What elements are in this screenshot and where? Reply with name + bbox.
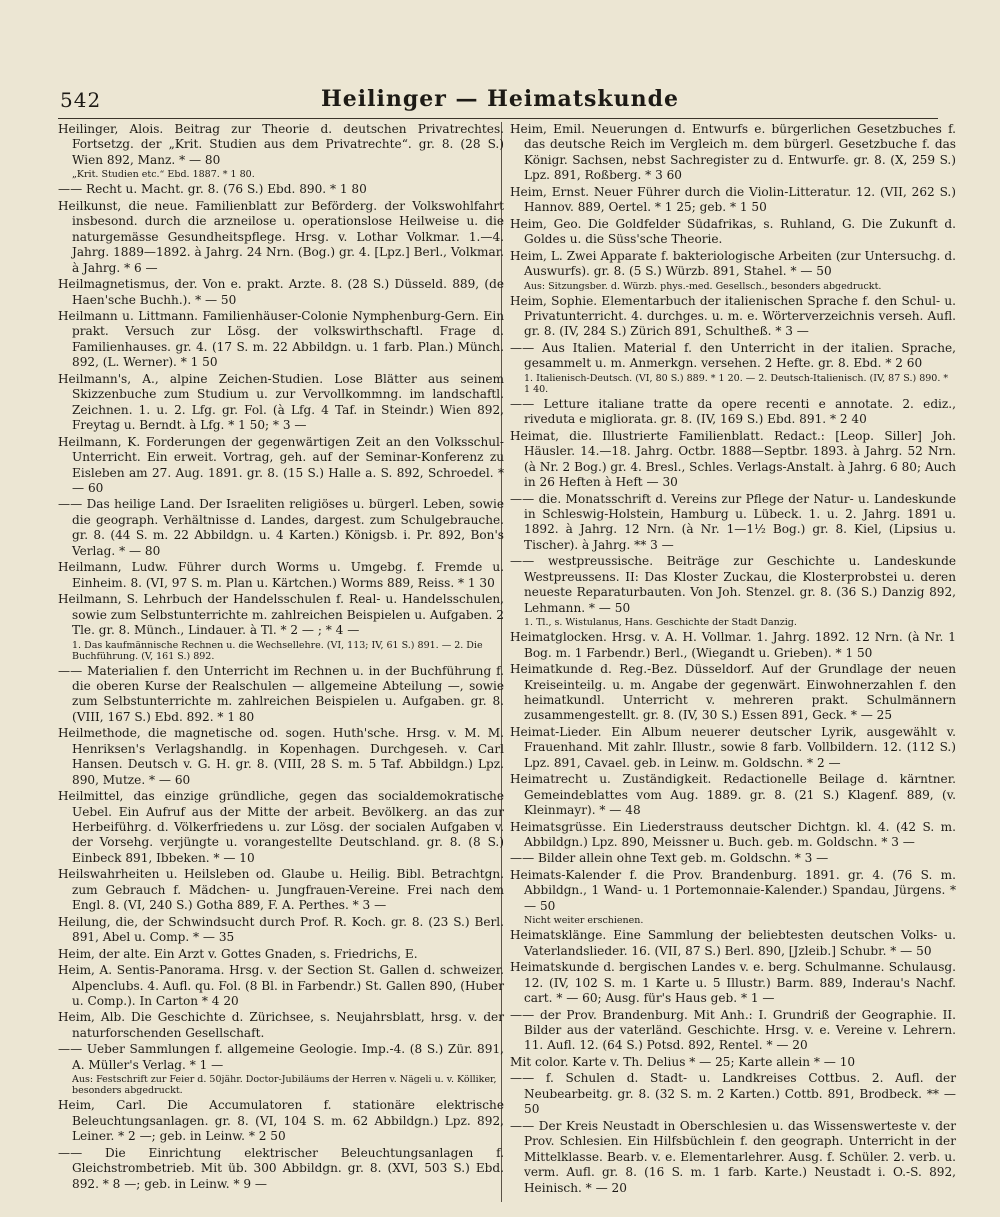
- catalog-entry: Heim, Geo. Die Goldfelder Südafrikas, s. Ruhland, G. Die Zukunft d. Goldes u. die Süss'sche Theorie.: [510, 216, 956, 247]
- page-number: 542: [60, 88, 102, 112]
- catalog-entry: —— der Prov. Brandenburg. Mit Anh.: I. Grundriß der Geographie. II. Bilder aus der vaterländ. Geschichte. Hrsg. v. e. Vereine v. Lehrern. 11. Aufl. 12. (64 S.) Potsd. 892, Rentel. * — 20: [510, 1007, 956, 1053]
- catalog-entry: Heilmann's, A., alpine Zeichen-Studien. Lose Blätter aus seinem Skizzenbuche zum Studium u. zur Vervollkommng. im landschaftl. Zeichnen. 1. u. 2. Lfg. gr. Fol. (à Lfg. 4 Taf. in Steindr.) Wien 892, Freytag u. Berndt. à Lfg. * 1 50; * 3 —: [58, 371, 504, 433]
- catalog-entry: Heim, Ernst. Neuer Führer durch die Violin-Litteratur. 12. (VII, 262 S.) Hannov. 889, Oertel. * 1 25; geb. * 1 50: [510, 184, 956, 215]
- catalog-entry: Heilmann u. Littmann. Familienhäuser-Colonie Nymphenburg-Gern. Ein prakt. Versuch zur Lösg. der volkswirthschaftl. Frage d. Familienhauses. gr. 4. (17 S. m. 22 Abbildgn. u. 1 farb. Plan.) Münch. 892, (L. Werner). * 1 50: [58, 308, 504, 370]
- catalog-entry: Heim, Sophie. Elementarbuch der italienischen Sprache f. den Schul- u. Privatunterricht. 4. durchges. u. m. e. Wörterverzeichnis verseh. Aufl. gr. 8. (IV, 284 S.) Zürich 891, Schultheß. * 3 —: [510, 293, 956, 339]
- catalog-entry: Heilmethode, die magnetische od. sogen. Huth'sche. Hrsg. v. M. M. Henriksen's Verlagshandlg. in Kopenhagen. Durchgeseh. v. Carl Hansen. Deutsch v. G. H. gr. 8. (VIII, 28 S. m. 5 Taf. Abbildgn.) Lpz. 890, Mutze. * — 60: [58, 726, 504, 787]
- catalog-entry: Heim, Carl. Die Accumulatoren f. stationäre elektrische Beleuchtungsanlagen. gr. 8. (VI, 104 S. m. 62 Abbildgn.) Lpz. 892, Leiner. * 2 —; geb. in Leinw. * 2 50: [58, 1098, 504, 1144]
- left-column: [58, 122, 504, 1193]
- right-column: [510, 122, 956, 1197]
- catalog-entry: —— Bilder allein ohne Text geb. m. Goldschn. * 3 —: [510, 851, 829, 866]
- header-rule: [58, 118, 938, 119]
- catalog-entry: —— Das heilige Land. Der Israeliten religiöses u. bürgerl. Leben, sowie die geograph. Verhältnisse d. Landes, dargest. zum Schulgebrauche. gr. 8. (44 S. m. 22 Abbildgn. u. 4 Karten.) Königsb. i. Pr. 892, Bon's Verlag. * — 80: [58, 497, 504, 558]
- entry-note: Aus: Festschrift zur Feier d. 50jähr. Doctor-Jubiläums der Herren v. Nägeli u. v. Kölliker, besonders abgedruckt.: [72, 1074, 497, 1097]
- catalog-entry: Heilmann, Ludw. Führer durch Worms u. Umgebg. f. Fremde u. Einheim. 8. (VI, 97 S. m. Plan u. Kärtchen.) Worms 889, Reiss. * 1 30: [58, 560, 504, 590]
- catalog-entry: —— westpreussische. Beiträge zur Geschichte u. Landeskunde Westpreussens. II: Das Kloster Zuckau, die Klosterprobstei u. deren neueste Reparaturbauten. Von Joh. Stenzel. gr. 8. (36 S.) Danzig 892, Lehmann. * — 50: [510, 554, 956, 615]
- catalog-entry: Heilmann, K. Forderungen der gegenwärtigen Zeit an den Volksschul-Unterricht. Ein erweit. Vortrag, geh. auf der Seminar-Konferenz zu Eisleben am 27. Aug. 1891. gr. 8. (15 S.) Halle a. S. 892, Schroedel. * — 60: [58, 434, 504, 495]
- entry-note: Aus: Sitzungsber. d. Würzb. phys.-med. Gesellsch., besonders abgedruckt.: [524, 280, 882, 292]
- running-head: Heilinger — Heimatskunde: [321, 86, 679, 112]
- catalog-entry: —— Ueber Sammlungen f. allgemeine Geologie. Imp.-4. (8 S.) Zür. 891, A. Müller's Verlag. * 1 —: [58, 1042, 504, 1072]
- catalog-entry: —— Recht u. Macht. gr. 8. (76 S.) Ebd. 890. * 1 80: [58, 182, 367, 197]
- catalog-entry: Heilswahrheiten u. Heilsleben od. Glaube u. Heilig. Bibl. Betrachtgn. zum Gebrauch f. Mädchen- u. Jungfrauen-Vereine. Frei nach dem Engl. 8. (VI, 240 S.) Gotha 889, F. A. Perthes. * 3 —: [58, 867, 504, 913]
- catalog-entry: Heim, Emil. Neuerungen d. Entwurfs e. bürgerlichen Gesetzbuches f. das deutsche Reich im Vergleich m. dem bürgerl. Gesetzbuche f. das Königr. Sachsen, nebst Sachregister zu d. Entwurfe. gr. 8. (X, 259 S.) Lpz. 891, Roßberg. * 3 60: [510, 122, 956, 183]
- catalog-entry: Heimat-Lieder. Ein Album neuerer deutscher Lyrik, ausgewählt v. Frauenhand. Mit zahlr. Illustr., sowie 8 farb. Vollbildern. 12. (112 S.) Lpz. 891, Cavael. geb. in Leinw. m. Goldschn. * 2 —: [510, 724, 956, 770]
- catalog-entry: —— Aus Italien. Material f. den Unterricht in der italien. Sprache, gesammelt u. m. Anmerkgn. versehen. 2 Hefte. gr. 8. Ebd. * 2 60: [510, 340, 956, 371]
- entry-note: Nicht weiter erschienen.: [524, 915, 644, 927]
- catalog-entry: Heim, der alte. Ein Arzt v. Gottes Gnaden, s. Friedrichs, E.: [58, 946, 418, 961]
- catalog-entry: —— Die Einrichtung elektrischer Beleuchtungsanlagen f. Gleichstrombetrieb. Mit üb. 300 Abbildgn. gr. 8. (XVI, 503 S.) Ebd. 892. * 8 —; geb. in Leinw. * 9 —: [58, 1145, 504, 1191]
- catalog-entry: Heilmagnetismus, der. Von e. prakt. Arzte. 8. (28 S.) Düsseld. 889, (de Haen'sche Buchh.). * — 50: [58, 277, 504, 307]
- catalog-entry: Heimats-Kalender f. die Prov. Brandenburg. 1891. gr. 4. (76 S. m. Abbildgn., 1 Wand- u. 1 Portemonnaie-Kalender.) Spandau, Jürgens. * — 50: [510, 867, 956, 913]
- catalog-entry: Heim, Alb. Die Geschichte d. Zürichsee, s. Neujahrsblatt, hrsg. v. der naturforschenden Gesellschaft.: [58, 1010, 504, 1040]
- catalog-entry: —— Materialien f. den Unterricht im Rechnen u. in der Buchführung f. die oberen Kurse der Realschulen — allgemeine Abteilung —, sowie zum Selbstunterrichte m. zahlreichen Beispielen u. Aufgaben. gr. 8. (VIII, 167 S.) Ebd. 892. * 1 80: [58, 663, 504, 724]
- catalog-entry: Heimatkunde d. Reg.-Bez. Düsseldorf. Auf der Grundlage der neuen Kreiseinteilg. u. m. Angabe der gegenwärt. Einwohnerzahlen f. den heimatkundl. Unterricht v. mehreren prakt. Schulmännern zusammengestellt. gr. 8. (IV, 30 S.) Essen 891, Geck. * — 25: [510, 662, 956, 723]
- entry-note: 1. Tl., s. Wistulanus, Hans. Geschichte der Stadt Danzig.: [524, 617, 797, 629]
- catalog-entry: Heilmittel, das einzige gründliche, gegen das socialdemokratische Uebel. Ein Aufruf aus der Mitte der arbeit. Bevölkerg. an das zur Herbeiführg. d. Völkerfriedens u. zur Lösg. der socialen Aufgaben v. der Vorsehg. verjüngte u. vorangestellte Deutschland. gr. 8. (8 S.) Einbeck 891, Ibbeken. * — 10: [58, 789, 504, 865]
- catalog-entry: Heimat, die. Illustrierte Familienblatt. Redact.: [Leop. Siller] Joh. Häusler. 14.—18. Jahrg. Octbr. 1888—Septbr. 1893. à Jahrg. 52 Nrn. (à Nr. 2 Bog.) gr. 4. Bresl., Schles. Verlags-Anstalt. à Jahrg. 6 80; Auch in 26 Heften à Heft — 30: [510, 428, 956, 490]
- catalog-entry: Heilkunst, die neue. Familienblatt zur Beförderg. der Volkswohlfahrt insbesond. durch die arzneilose u. operationslose Heilweise u. die naturgemässe Gesundheitspflege. Hrsg. v. Lothar Volkmar. 1.—4. Jahrg. 1889—1892. à Jahrg. 24 Nrn. (Bog.) gr. 4. [Lpz.] Berl., Volkmar. à Jahrg. * 6 —: [58, 198, 504, 275]
- catalog-entry: —— f. Schulen d. Stadt- u. Landkreises Cottbus. 2. Aufl. der Neubearbeitg. gr. 8. (32 S. m. 2 Karten.) Cottb. 891, Brodbeck. ** — 50: [510, 1071, 956, 1117]
- catalog-entry: Heilinger, Alois. Beitrag zur Theorie d. deutschen Privatrechtes. Fortsetzg. der „Krit. Studien aus dem Privatrechte“. gr. 8. (28 S.) Wien 892, Manz. * — 80: [58, 122, 504, 167]
- catalog-entry: Heimatsklänge. Eine Sammlung der beliebtesten deutschen Volks- u. Vaterlandslieder. 16. (VII, 87 S.) Berl. 890, [Jzleib.] Schubr. * — 50: [510, 928, 956, 958]
- catalog-entry: Heimatglocken. Hrsg. v. A. H. Vollmar. 1. Jahrg. 1892. 12 Nrn. (à Nr. 1 Bog. m. 1 Farbendr.) Berl., (Wiegandt u. Grieben). * 1 50: [510, 630, 956, 660]
- catalog-entry: Mit color. Karte v. Th. Delius * — 25; Karte allein * — 10: [510, 1054, 856, 1069]
- catalog-entry: Heimatsgrüsse. Ein Liederstrauss deutscher Dichtgn. kl. 4. (42 S. m. Abbildgn.) Lpz. 890, Meissner u. Buch. geb. m. Goldschn. * 3 —: [510, 819, 956, 850]
- catalog-entry: —— Letture italiane tratte da opere recenti e annotate. 2. ediz., riveduta e migliorata. gr. 8. (IV, 169 S.) Ebd. 891. * 2 40: [510, 396, 956, 427]
- catalog-entry: Heimatskunde d. bergischen Landes v. e. berg. Schulmanne. Schulausg. 12. (IV, 102 S. m. 1 Karte u. 5 Illustr.) Barm. 889, Inderau's Nachf. cart. * — 60; Ausg. für's Haus geb. * 1 —: [510, 960, 956, 1006]
- catalog-entry: —— die. Monatsschrift d. Vereins zur Pflege der Natur- u. Landeskunde in Schleswig-Holstein, Hamburg u. Lübeck. 1. u. 2. Jahrg. 1891 u. 1892. à Jahrg. 12 Nrn. (à Nr. 1—1½ Bog.) gr. 8. Kiel, (Lipsius u. Tischer). à Jahrg. ** 3 —: [510, 491, 956, 552]
- catalog-entry: Heim, L. Zwei Apparate f. bakteriologische Arbeiten (zur Untersuchg. d. Auswurfs). gr. 8. (5 S.) Würzb. 891, Stahel. * — 50: [510, 248, 956, 279]
- catalog-entry: Heilmann, S. Lehrbuch der Handelsschulen f. Real- u. Handelsschulen, sowie zum Selbstunterrichte m. zahlreichen Beispielen u. Aufgaben. 2 Tle. gr. 8. Münch., Lindauer. à Tl. * 2 — ; * 4 —: [58, 592, 504, 638]
- catalog-entry: —— Der Kreis Neustadt in Oberschlesien u. das Wissenswerteste v. der Prov. Schlesien. Ein Hilfsbüchlein f. den geograph. Unterricht in der Mittelklasse. Bearb. v. e. Elementarlehrer. Ausg. f. Schüler. 2. verb. u. verm. Aufl. gr. 8. (16 S. m. 1 farb. Karte.) Neustadt i. O.-S. 892, Heinisch. * — 20: [510, 1118, 956, 1195]
- catalog-entry: Heimatrecht u. Zuständigkeit. Redactionelle Beilage d. kärntner. Gemeindeblattes vom Aug. 1889. gr. 8. (21 S.) Klagenf. 889, (v. Kleinmayr). * — 48: [510, 772, 956, 818]
- catalog-entry: Heilung, die, der Schwindsucht durch Prof. R. Koch. gr. 8. (23 S.) Berl. 891, Abel u. Comp. * — 35: [58, 914, 504, 945]
- entry-note: 1. Italienisch-Deutsch. (VI, 80 S.) 889. * 1 20. — 2. Deutsch-Italienisch. (IV, 87 S.) 890. * 1 40.: [524, 372, 949, 395]
- catalog-entry: Heim, A. Sentis-Panorama. Hrsg. v. der Section St. Gallen d. schweizer. Alpenclubs. 4. Aufl. qu. Fol. (8 Bl. in Farbendr.) St. Gallen 890, (Huber u. Comp.). In Carton * 4 20: [58, 963, 504, 1009]
- entry-note: „Krit. Studien etc.“ Ebd. 1887. * 1 80.: [72, 169, 255, 181]
- entry-note: 1. Das kaufmännische Rechnen u. die Wechsellehre. (VI, 113; IV, 61 S.) 891. — 2. Die Buchführung. (V, 161 S.) 892.: [72, 639, 483, 662]
